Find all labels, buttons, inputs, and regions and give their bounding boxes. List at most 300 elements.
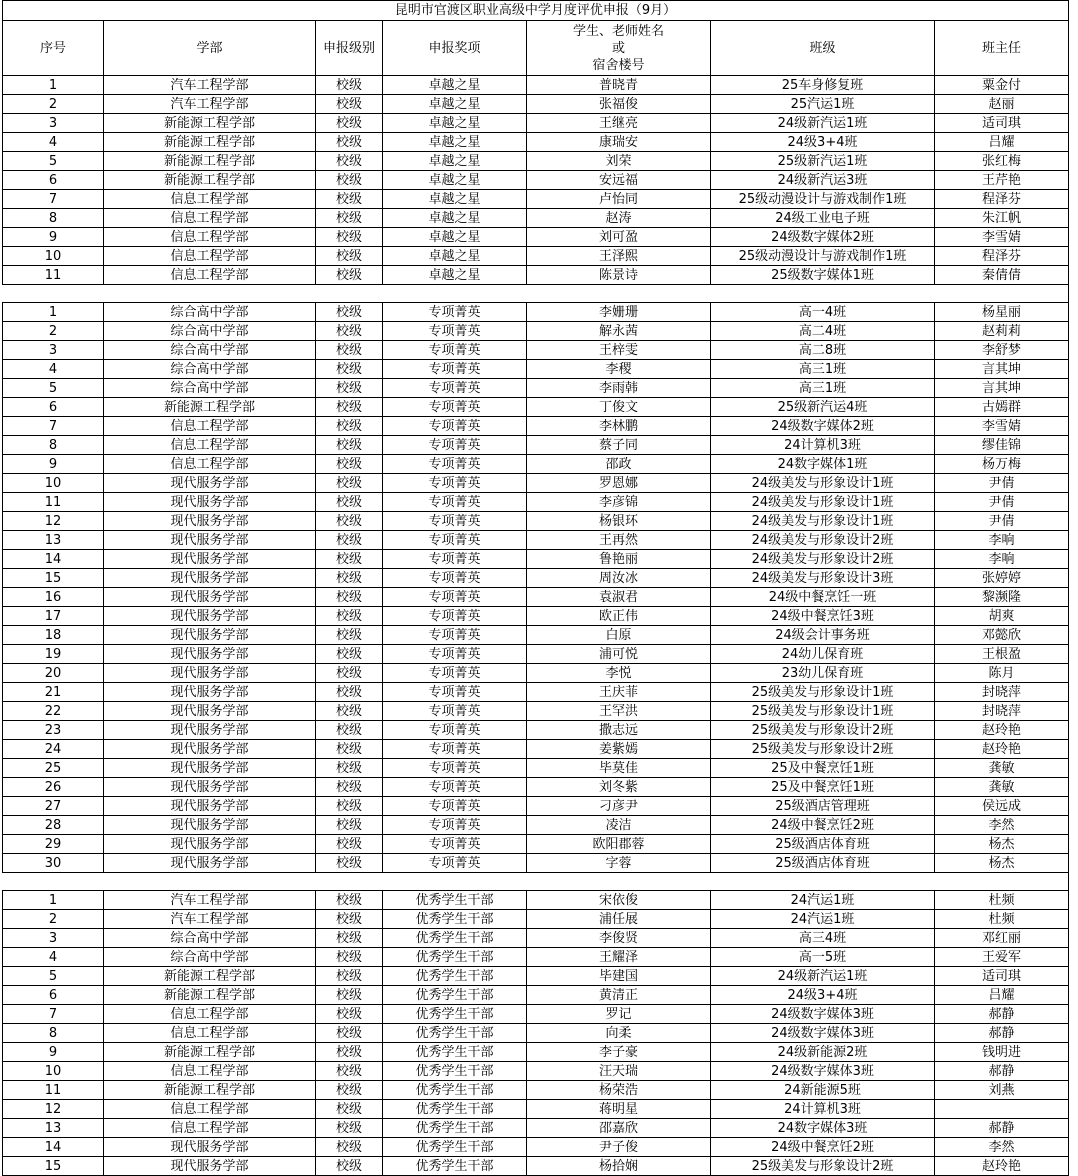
cell-name: 丁俊文: [527, 398, 711, 417]
cell-level: 校级: [316, 1005, 383, 1024]
table-row: [3, 854, 1069, 873]
cell-name: 陈景诗: [527, 266, 711, 285]
cell-name: 邵政: [527, 455, 711, 474]
cell-class: 24级美发与形象设计1班: [711, 512, 935, 531]
cell-class: 高三1班: [711, 379, 935, 398]
cell-level: 校级: [316, 1157, 383, 1176]
cell-award: 优秀学生干部: [383, 967, 527, 986]
cell-level: 校级: [316, 417, 383, 436]
cell-award: 优秀学生干部: [383, 1157, 527, 1176]
cell-level: 校级: [316, 740, 383, 759]
cell-no: 6: [3, 171, 104, 190]
cell-teacher: 程泽芬: [935, 247, 1069, 266]
cell-class: 25汽运1班: [711, 95, 935, 114]
cell-name: 李雨韩: [527, 379, 711, 398]
header-name-line1: 学生、老师姓名: [572, 23, 664, 39]
cell-dept: 信息工程学部: [104, 1119, 316, 1138]
cell-level: 校级: [316, 209, 383, 228]
cell-name: 浦任展: [527, 910, 711, 929]
cell-dept: 新能源工程学部: [104, 986, 316, 1005]
cell-name: 王罕洪: [527, 702, 711, 721]
cell-award: 卓越之星: [383, 152, 527, 171]
cell-teacher: 杜频: [935, 891, 1069, 910]
cell-teacher: 缪佳锦: [935, 436, 1069, 455]
cell-award: 专项菁英: [383, 740, 527, 759]
cell-award: 卓越之星: [383, 228, 527, 247]
cell-teacher: 李响: [935, 531, 1069, 550]
table-row: [3, 1062, 1069, 1081]
cell-no: 12: [3, 1100, 104, 1119]
cell-level: 校级: [316, 379, 383, 398]
cell-class: 24幼儿保育班: [711, 645, 935, 664]
cell-no: 11: [3, 493, 104, 512]
cell-award: 专项菁英: [383, 398, 527, 417]
cell-award: 专项菁英: [383, 512, 527, 531]
cell-class: 25级酒店体育班: [711, 835, 935, 854]
cell-teacher: 李响: [935, 550, 1069, 569]
cell-class: 24级中餐烹饪一班: [711, 588, 935, 607]
cell-no: 17: [3, 607, 104, 626]
table-row: [3, 76, 1069, 95]
cell-name: 凌洁: [527, 816, 711, 835]
cell-teacher: 封晓萍: [935, 702, 1069, 721]
cell-teacher: 赵丽: [935, 95, 1069, 114]
cell-class: 25级美发与形象设计1班: [711, 683, 935, 702]
cell-teacher: 吕耀: [935, 133, 1069, 152]
cell-level: 校级: [316, 190, 383, 209]
cell-teacher: 适司琪: [935, 967, 1069, 986]
cell-no: 2: [3, 95, 104, 114]
cell-name: 向柔: [527, 1024, 711, 1043]
table-row: [3, 228, 1069, 247]
cell-class: 25及中餐烹饪1班: [711, 759, 935, 778]
cell-name: 刁彦尹: [527, 797, 711, 816]
header-name-line2: 或: [611, 40, 625, 56]
cell-level: 校级: [316, 1062, 383, 1081]
cell-no: 22: [3, 702, 104, 721]
cell-teacher: 适司琪: [935, 114, 1069, 133]
table-row: [3, 436, 1069, 455]
cell-teacher: 赵玲艳: [935, 740, 1069, 759]
cell-no: 9: [3, 228, 104, 247]
cell-name: 李彦锦: [527, 493, 711, 512]
cell-class: 24级数字媒体2班: [711, 417, 935, 436]
cell-level: 校级: [316, 759, 383, 778]
cell-name: 康瑞安: [527, 133, 711, 152]
cell-dept: 现代服务学部: [104, 740, 316, 759]
cell-name: 罗恩娜: [527, 474, 711, 493]
spacer-cell: [3, 873, 104, 891]
cell-class: 24新能源5班: [711, 1081, 935, 1100]
cell-name: 黄清正: [527, 986, 711, 1005]
cell-award: 专项菁英: [383, 474, 527, 493]
cell-no: 10: [3, 474, 104, 493]
cell-class: 24汽运1班: [711, 891, 935, 910]
cell-level: 校级: [316, 607, 383, 626]
cell-class: 24数字媒体1班: [711, 455, 935, 474]
cell-teacher: 侯远成: [935, 797, 1069, 816]
table-row: [3, 759, 1069, 778]
cell-dept: 信息工程学部: [104, 417, 316, 436]
cell-class: 25级美发与形象设计2班: [711, 1157, 935, 1176]
cell-dept: 综合高中学部: [104, 303, 316, 322]
cell-class: 24级美发与形象设计1班: [711, 493, 935, 512]
cell-level: 校级: [316, 512, 383, 531]
table-row: [3, 569, 1069, 588]
cell-name: 杨荣浩: [527, 1081, 711, 1100]
cell-level: 校级: [316, 967, 383, 986]
cell-teacher: 吕耀: [935, 986, 1069, 1005]
cell-teacher: 郝静: [935, 1119, 1069, 1138]
table-row: [3, 360, 1069, 379]
cell-award: 优秀学生干部: [383, 929, 527, 948]
cell-name: 撒志远: [527, 721, 711, 740]
cell-teacher: [935, 1100, 1069, 1119]
cell-award: 专项菁英: [383, 303, 527, 322]
cell-name: 刘冬紫: [527, 778, 711, 797]
spacer-cell: [316, 285, 383, 303]
cell-dept: 新能源工程学部: [104, 152, 316, 171]
cell-name: 宋依俊: [527, 891, 711, 910]
cell-no: 1: [3, 76, 104, 95]
cell-award: 优秀学生干部: [383, 1119, 527, 1138]
table-row: [3, 721, 1069, 740]
cell-name: 安远福: [527, 171, 711, 190]
cell-award: 专项菁英: [383, 531, 527, 550]
table-row: [3, 797, 1069, 816]
spacer-cell: [316, 873, 383, 891]
table-row: [3, 512, 1069, 531]
cell-award: 卓越之星: [383, 76, 527, 95]
cell-teacher: 郝静: [935, 1062, 1069, 1081]
cell-dept: 新能源工程学部: [104, 133, 316, 152]
cell-name: 王再然: [527, 531, 711, 550]
cell-class: 高三1班: [711, 360, 935, 379]
cell-dept: 新能源工程学部: [104, 171, 316, 190]
cell-award: 优秀学生干部: [383, 910, 527, 929]
cell-level: 校级: [316, 778, 383, 797]
table-row: [3, 209, 1069, 228]
cell-name: 解永茜: [527, 322, 711, 341]
cell-name: 蔡子同: [527, 436, 711, 455]
cell-name: 欧正伟: [527, 607, 711, 626]
cell-name: 普晓青: [527, 76, 711, 95]
cell-name: 李俊贤: [527, 929, 711, 948]
cell-class: 24级中餐烹饪2班: [711, 1138, 935, 1157]
header-row: [3, 21, 1069, 76]
cell-name: 字蓉: [527, 854, 711, 873]
cell-class: 24级3+4班: [711, 986, 935, 1005]
cell-name: 罗记: [527, 1005, 711, 1024]
cell-class: 25级酒店管理班: [711, 797, 935, 816]
cell-award: 专项菁英: [383, 721, 527, 740]
cell-dept: 信息工程学部: [104, 266, 316, 285]
cell-name: 王耀泽: [527, 948, 711, 967]
cell-teacher: 杨杰: [935, 854, 1069, 873]
cell-dept: 现代服务学部: [104, 626, 316, 645]
table-row: [3, 1043, 1069, 1062]
cell-class: 24级工业电子班: [711, 209, 935, 228]
cell-dept: 汽车工程学部: [104, 76, 316, 95]
cell-name: 张福俊: [527, 95, 711, 114]
cell-award: 专项菁英: [383, 645, 527, 664]
cell-name: 白原: [527, 626, 711, 645]
cell-class: 25级新汽运4班: [711, 398, 935, 417]
cell-dept: 现代服务学部: [104, 778, 316, 797]
cell-award: 专项菁英: [383, 835, 527, 854]
cell-no: 8: [3, 436, 104, 455]
table-row: [3, 455, 1069, 474]
cell-award: 优秀学生干部: [383, 1138, 527, 1157]
cell-teacher: 王爱军: [935, 948, 1069, 967]
cell-dept: 现代服务学部: [104, 493, 316, 512]
cell-name: 汪天瑞: [527, 1062, 711, 1081]
spacer-cell: [383, 285, 527, 303]
cell-teacher: 杨杰: [935, 835, 1069, 854]
cell-award: 专项菁英: [383, 569, 527, 588]
table-row: [3, 664, 1069, 683]
cell-dept: 新能源工程学部: [104, 1081, 316, 1100]
table-row: [3, 1081, 1069, 1100]
cell-name: 杨拾娴: [527, 1157, 711, 1176]
cell-name: 王继亮: [527, 114, 711, 133]
table-row: [3, 493, 1069, 512]
table-row: [3, 322, 1069, 341]
cell-no: 15: [3, 1157, 104, 1176]
cell-award: 专项菁英: [383, 797, 527, 816]
cell-name: 李林鹏: [527, 417, 711, 436]
table-row: [3, 266, 1069, 285]
table-row: [3, 95, 1069, 114]
header-level: 申报级别: [316, 21, 383, 76]
cell-class: 高一4班: [711, 303, 935, 322]
cell-no: 29: [3, 835, 104, 854]
cell-dept: 现代服务学部: [104, 854, 316, 873]
spacer-cell: [104, 285, 316, 303]
cell-class: 25级美发与形象设计1班: [711, 702, 935, 721]
cell-level: 校级: [316, 721, 383, 740]
cell-class: 24级新汽运3班: [711, 171, 935, 190]
table-row: [3, 778, 1069, 797]
cell-teacher: 郝静: [935, 1024, 1069, 1043]
cell-class: 24级中餐烹饪3班: [711, 607, 935, 626]
cell-award: 专项菁英: [383, 417, 527, 436]
cell-level: 校级: [316, 910, 383, 929]
cell-no: 7: [3, 190, 104, 209]
cell-class: 24级美发与形象设计3班: [711, 569, 935, 588]
cell-teacher: 龚敏: [935, 778, 1069, 797]
cell-class: 24级数字媒体3班: [711, 1062, 935, 1081]
cell-no: 30: [3, 854, 104, 873]
cell-no: 14: [3, 550, 104, 569]
cell-class: 24级数字媒体3班: [711, 1005, 935, 1024]
cell-class: 25车身修复班: [711, 76, 935, 95]
cell-class: 25级数字媒体1班: [711, 266, 935, 285]
cell-level: 校级: [316, 76, 383, 95]
cell-teacher: 赵莉莉: [935, 322, 1069, 341]
cell-dept: 现代服务学部: [104, 607, 316, 626]
cell-teacher: 李舒梦: [935, 341, 1069, 360]
cell-class: 25级动漫设计与游戏制作1班: [711, 247, 935, 266]
cell-class: 24级会计事务班: [711, 626, 935, 645]
cell-no: 20: [3, 664, 104, 683]
table-row: [3, 1024, 1069, 1043]
cell-award: 优秀学生干部: [383, 986, 527, 1005]
cell-class: 25级美发与形象设计2班: [711, 721, 935, 740]
header-award: 申报奖项: [383, 21, 527, 76]
cell-class: 23幼儿保育班: [711, 664, 935, 683]
cell-no: 9: [3, 455, 104, 474]
cell-class: 24级数字媒体3班: [711, 1024, 935, 1043]
table-row: [3, 1138, 1069, 1157]
table-row: [3, 1157, 1069, 1176]
cell-name: 李稷: [527, 360, 711, 379]
spacer-cell: [527, 285, 711, 303]
title-row: [3, 1, 1069, 21]
header-name: [527, 21, 711, 76]
cell-award: 优秀学生干部: [383, 1062, 527, 1081]
cell-teacher: 秦倩倩: [935, 266, 1069, 285]
cell-level: 校级: [316, 1138, 383, 1157]
cell-no: 7: [3, 1005, 104, 1024]
cell-dept: 汽车工程学部: [104, 95, 316, 114]
cell-dept: 现代服务学部: [104, 816, 316, 835]
cell-level: 校级: [316, 95, 383, 114]
cell-level: 校级: [316, 835, 383, 854]
header-teacher: 班主任: [935, 21, 1069, 76]
cell-level: 校级: [316, 1119, 383, 1138]
cell-no: 18: [3, 626, 104, 645]
table-row: [3, 910, 1069, 929]
table-row: [3, 891, 1069, 910]
cell-no: 5: [3, 967, 104, 986]
spacer-cell: [711, 285, 935, 303]
cell-level: 校级: [316, 360, 383, 379]
cell-dept: 现代服务学部: [104, 797, 316, 816]
cell-dept: 信息工程学部: [104, 1062, 316, 1081]
cell-level: 校级: [316, 626, 383, 645]
cell-no: 8: [3, 209, 104, 228]
cell-award: 卓越之星: [383, 114, 527, 133]
cell-award: 专项菁英: [383, 702, 527, 721]
spacer-cell: [935, 285, 1069, 303]
cell-teacher: 张红梅: [935, 152, 1069, 171]
section-spacer: [3, 285, 1069, 303]
cell-award: 优秀学生干部: [383, 1081, 527, 1100]
cell-class: 24级美发与形象设计2班: [711, 531, 935, 550]
cell-dept: 综合高中学部: [104, 322, 316, 341]
cell-no: 11: [3, 1081, 104, 1100]
table-row: [3, 986, 1069, 1005]
cell-class: 24级中餐烹饪2班: [711, 816, 935, 835]
cell-teacher: 杨万梅: [935, 455, 1069, 474]
cell-dept: 综合高中学部: [104, 379, 316, 398]
cell-award: 专项菁英: [383, 854, 527, 873]
cell-no: 6: [3, 398, 104, 417]
cell-name: 卢怡同: [527, 190, 711, 209]
cell-level: 校级: [316, 171, 383, 190]
cell-name: 王泽熙: [527, 247, 711, 266]
cell-dept: 现代服务学部: [104, 702, 316, 721]
table-row: [3, 816, 1069, 835]
cell-teacher: 王芹艳: [935, 171, 1069, 190]
cell-award: 专项菁英: [383, 455, 527, 474]
cell-teacher: 李雪婧: [935, 228, 1069, 247]
cell-name: 李子豪: [527, 1043, 711, 1062]
cell-dept: 信息工程学部: [104, 1005, 316, 1024]
cell-level: 校级: [316, 588, 383, 607]
cell-teacher: 尹倩: [935, 474, 1069, 493]
cell-class: 24级新汽运1班: [711, 967, 935, 986]
table-row: [3, 247, 1069, 266]
spacer-cell: [935, 873, 1069, 891]
cell-no: 3: [3, 929, 104, 948]
cell-award: 优秀学生干部: [383, 1005, 527, 1024]
cell-teacher: 邓红丽: [935, 929, 1069, 948]
cell-teacher: 封晓萍: [935, 683, 1069, 702]
cell-teacher: 粟金付: [935, 76, 1069, 95]
cell-class: 高一5班: [711, 948, 935, 967]
cell-name: 刘荣: [527, 152, 711, 171]
cell-award: 专项菁英: [383, 626, 527, 645]
cell-dept: 汽车工程学部: [104, 910, 316, 929]
table-row: [3, 303, 1069, 322]
cell-dept: 综合高中学部: [104, 929, 316, 948]
cell-level: 校级: [316, 152, 383, 171]
cell-teacher: 古嫣群: [935, 398, 1069, 417]
cell-no: 5: [3, 152, 104, 171]
cell-level: 校级: [316, 398, 383, 417]
table-row: [3, 379, 1069, 398]
cell-level: 校级: [316, 550, 383, 569]
cell-name: 毕莫佳: [527, 759, 711, 778]
cell-no: 6: [3, 986, 104, 1005]
cell-dept: 新能源工程学部: [104, 967, 316, 986]
cell-award: 专项菁英: [383, 322, 527, 341]
cell-dept: 现代服务学部: [104, 645, 316, 664]
cell-level: 校级: [316, 645, 383, 664]
award-table: [2, 0, 1069, 1176]
cell-award: 专项菁英: [383, 493, 527, 512]
cell-teacher: 刘燕: [935, 1081, 1069, 1100]
cell-dept: 汽车工程学部: [104, 891, 316, 910]
table-row: [3, 1119, 1069, 1138]
cell-no: 5: [3, 379, 104, 398]
cell-no: 2: [3, 910, 104, 929]
cell-teacher: 张婷婷: [935, 569, 1069, 588]
cell-level: 校级: [316, 683, 383, 702]
cell-dept: 现代服务学部: [104, 1157, 316, 1176]
cell-award: 卓越之星: [383, 247, 527, 266]
cell-no: 27: [3, 797, 104, 816]
cell-no: 12: [3, 512, 104, 531]
table-row: [3, 626, 1069, 645]
cell-level: 校级: [316, 133, 383, 152]
cell-name: 毕建国: [527, 967, 711, 986]
cell-no: 23: [3, 721, 104, 740]
cell-level: 校级: [316, 891, 383, 910]
cell-dept: 现代服务学部: [104, 531, 316, 550]
cell-no: 13: [3, 1119, 104, 1138]
cell-name: 李悦: [527, 664, 711, 683]
cell-no: 7: [3, 417, 104, 436]
cell-no: 1: [3, 303, 104, 322]
table-row: [3, 683, 1069, 702]
cell-no: 4: [3, 133, 104, 152]
table-row: [3, 133, 1069, 152]
cell-level: 校级: [316, 569, 383, 588]
cell-class: 25及中餐烹饪1班: [711, 778, 935, 797]
